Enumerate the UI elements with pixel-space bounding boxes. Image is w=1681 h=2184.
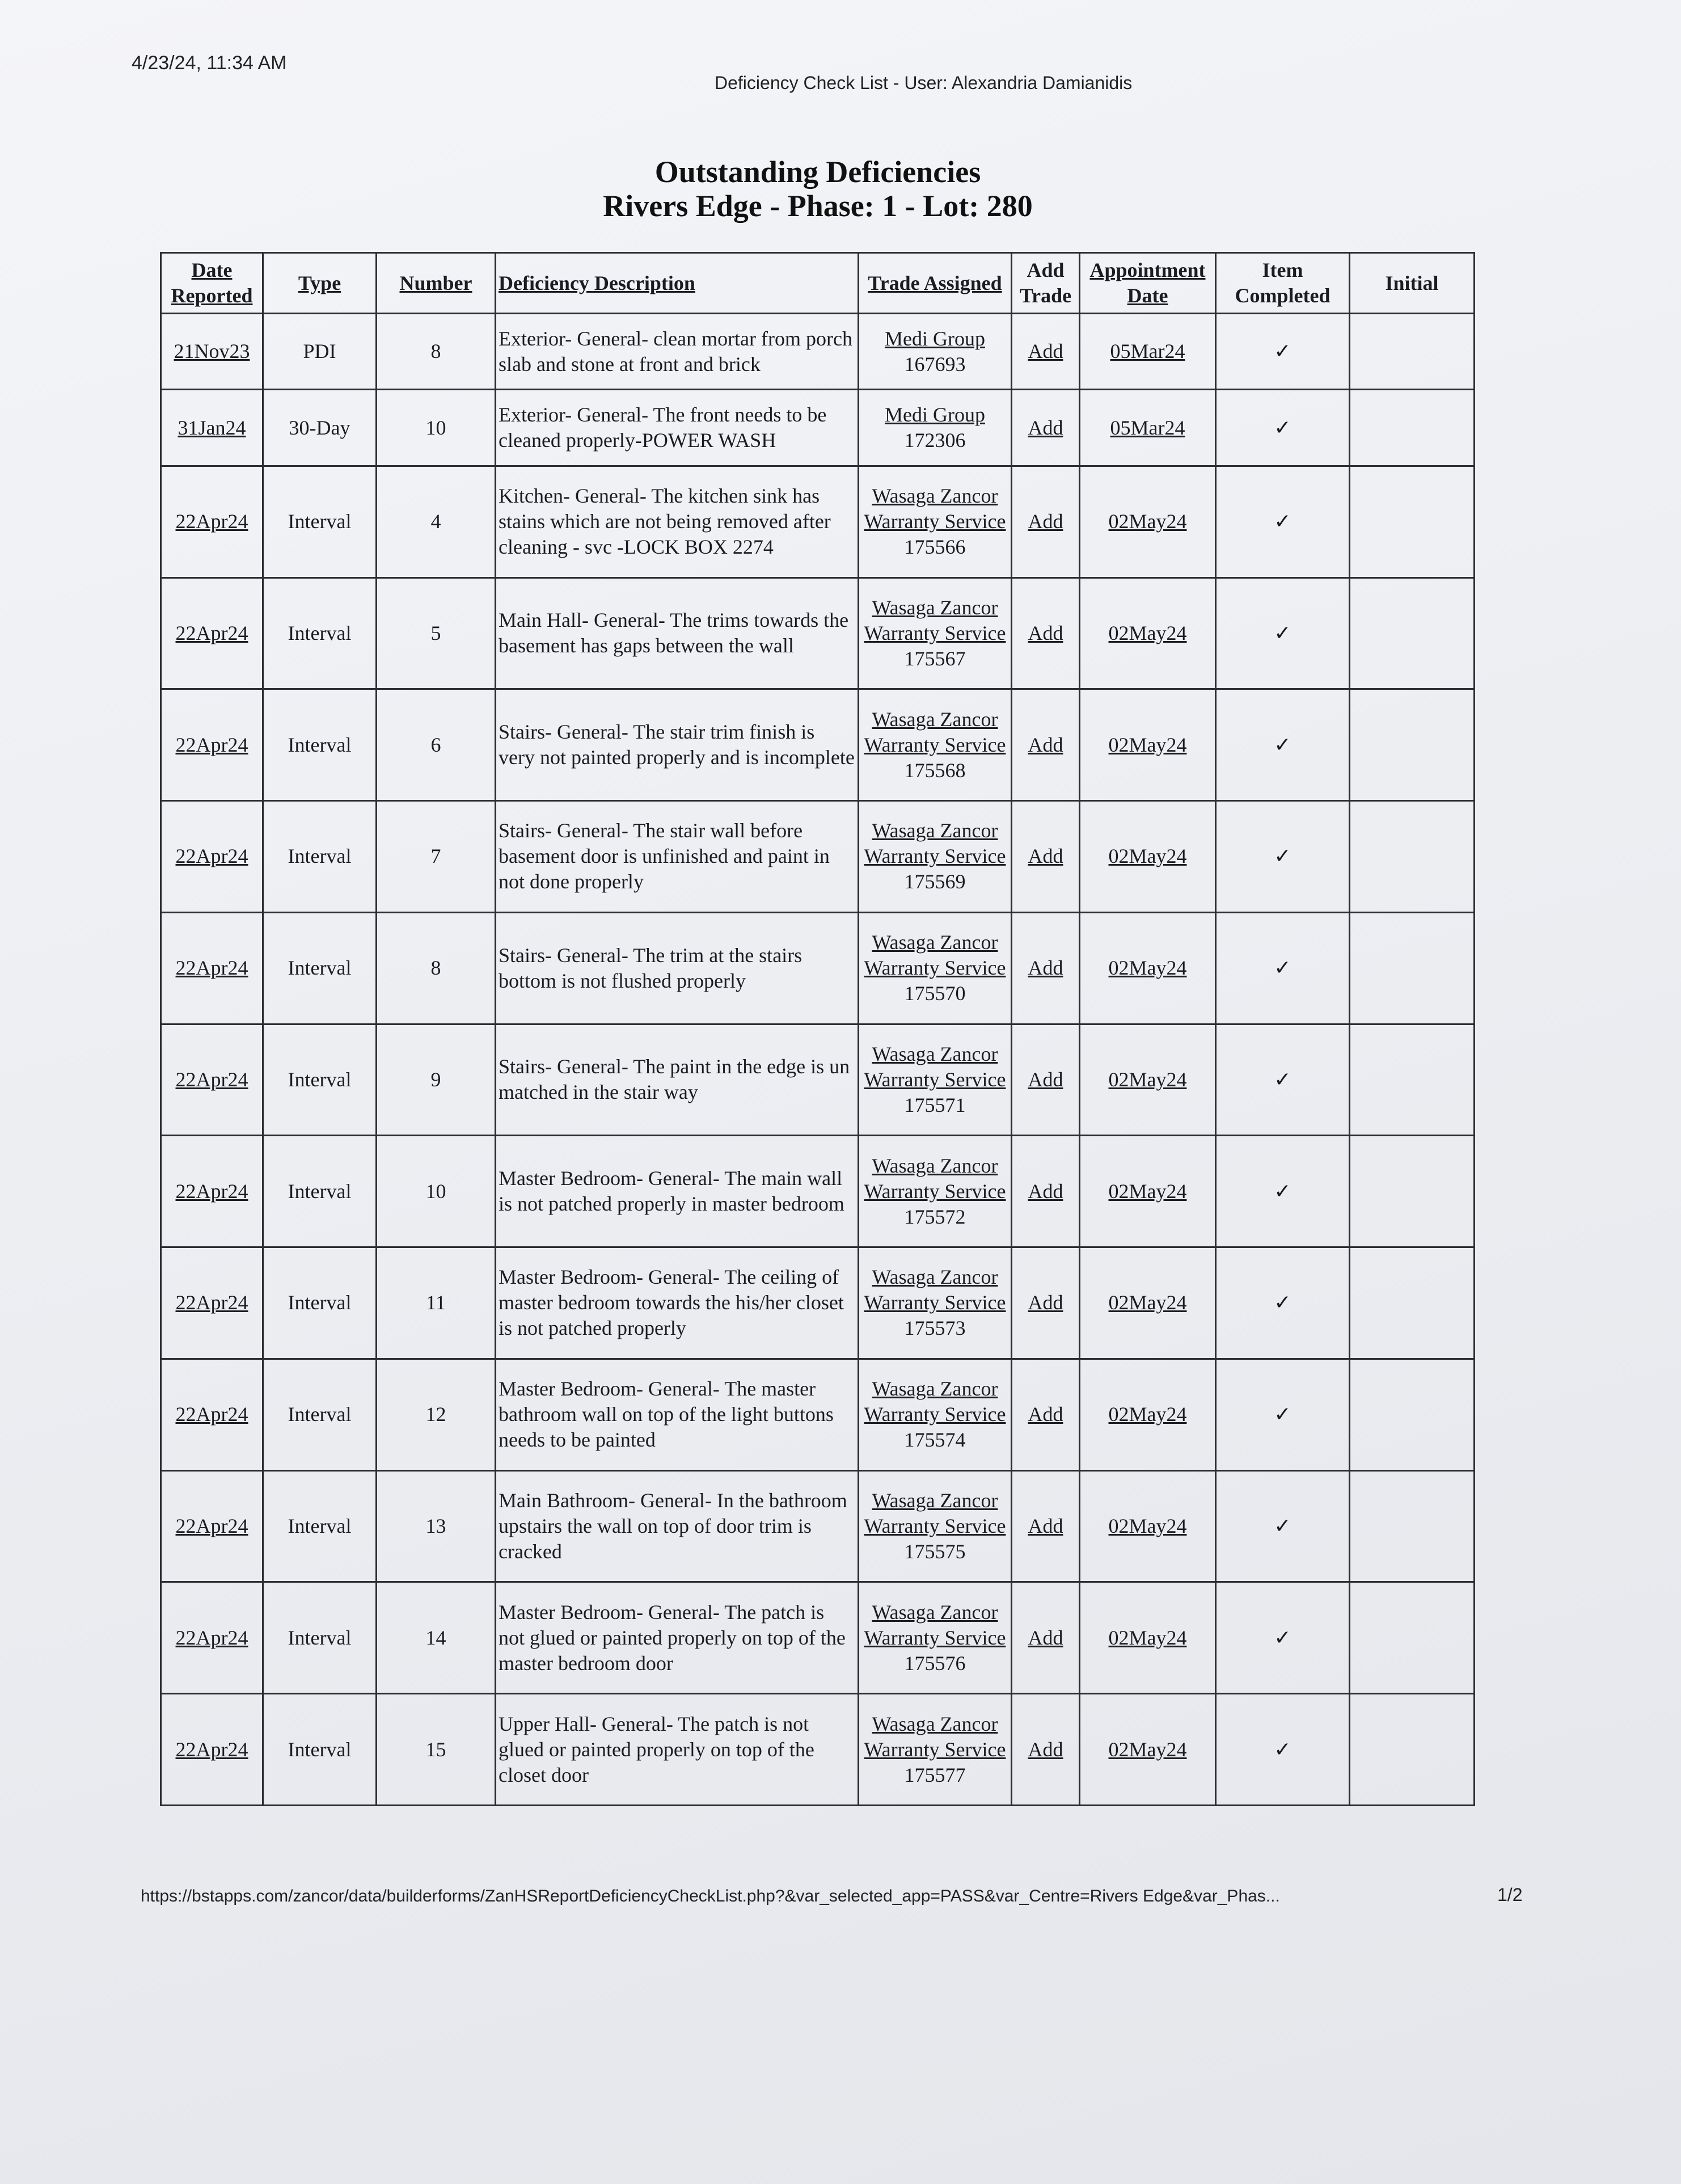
cell-trade-assigned <box>859 390 1012 466</box>
col-header-description: Deficiency Description <box>496 253 859 314</box>
col-header-initial: Initial <box>1350 253 1475 314</box>
cell-type: Interval <box>263 577 377 689</box>
add-trade-link[interactable]: Add <box>1012 912 1080 1024</box>
cell-type: Interval <box>263 1694 377 1806</box>
cell-trade-assigned <box>859 912 1012 1024</box>
trade-code: 172306 <box>904 429 966 452</box>
appointment-date-link[interactable]: 02May24 <box>1080 801 1216 913</box>
appointment-date-link[interactable]: 02May24 <box>1080 466 1216 577</box>
cell-number: 10 <box>377 390 496 466</box>
cell-type: Interval <box>263 1247 377 1359</box>
cell-trade-assigned <box>859 801 1012 913</box>
cell-number: 9 <box>377 1024 496 1136</box>
cell-description: Master Bedroom- General- The patch is not glued or painted properly on top of the master bedroom door <box>496 1582 859 1694</box>
print-timestamp: 4/23/24, 11:34 AM <box>132 52 287 74</box>
handwritten-checkmark: ✓ <box>1216 390 1350 466</box>
cell-type: Interval <box>263 801 377 913</box>
cell-number: 8 <box>377 314 496 390</box>
table-row <box>161 1582 1475 1694</box>
cell-description: Stairs- General- The trim at the stairs bottom is not flushed properly <box>496 912 859 1024</box>
cell-initial <box>1350 466 1475 577</box>
appointment-date-link[interactable]: 02May24 <box>1080 689 1216 801</box>
col-header-appointment: Appointment Date <box>1080 253 1216 314</box>
cell-description: Stairs- General- The stair trim finish is very not painted properly and is incomplete <box>496 689 859 801</box>
appointment-date-link[interactable]: 02May24 <box>1080 912 1216 1024</box>
handwritten-checkmark: ✓ <box>1216 1470 1350 1582</box>
cell-date-reported[interactable]: 22Apr24 <box>161 1024 263 1136</box>
trade-link[interactable]: Wasaga Zancor Warranty Service <box>864 1377 1006 1426</box>
cell-type: PDI <box>263 314 377 390</box>
trade-link[interactable]: Wasaga Zancor Warranty Service <box>864 1154 1006 1203</box>
trade-code: 175577 <box>904 1763 966 1786</box>
handwritten-checkmark: ✓ <box>1216 577 1350 689</box>
trade-link[interactable]: Wasaga Zancor Warranty Service <box>864 819 1006 868</box>
cell-number: 13 <box>377 1470 496 1582</box>
handwritten-checkmark: ✓ <box>1216 1136 1350 1247</box>
cell-type: 30-Day <box>263 390 377 466</box>
add-trade-link[interactable]: Add <box>1012 1470 1080 1582</box>
cell-date-reported[interactable]: 22Apr24 <box>161 466 263 577</box>
cell-trade-assigned <box>859 689 1012 801</box>
add-trade-link[interactable]: Add <box>1012 1024 1080 1136</box>
cell-number: 5 <box>377 577 496 689</box>
col-header-completed: Item Completed <box>1216 253 1350 314</box>
handwritten-checkmark: ✓ <box>1216 801 1350 913</box>
trade-link[interactable]: Wasaga Zancor Warranty Service <box>864 596 1006 644</box>
cell-description: Upper Hall- General- The patch is not glued or painted properly on top of the closet door <box>496 1694 859 1806</box>
cell-description: Exterior- General- The front needs to be cleaned properly-POWER WASH <box>496 390 859 466</box>
cell-type: Interval <box>263 466 377 577</box>
cell-description: Main Hall- General- The trims towards the basement has gaps between the wall <box>496 577 859 689</box>
appointment-date-link[interactable]: 02May24 <box>1080 1359 1216 1470</box>
add-trade-link[interactable]: Add <box>1012 1582 1080 1694</box>
col-header-trade: Trade Assigned <box>859 253 1012 314</box>
add-trade-link[interactable]: Add <box>1012 314 1080 390</box>
cell-initial <box>1350 689 1475 801</box>
handwritten-checkmark: ✓ <box>1216 1359 1350 1470</box>
cell-number: 4 <box>377 466 496 577</box>
cell-type: Interval <box>263 1136 377 1247</box>
trade-code: 175572 <box>904 1205 966 1228</box>
cell-initial <box>1350 577 1475 689</box>
trade-code: 175576 <box>904 1651 966 1675</box>
appointment-date-link[interactable]: 02May24 <box>1080 577 1216 689</box>
cell-trade-assigned <box>859 1247 1012 1359</box>
cell-initial <box>1350 1024 1475 1136</box>
table-row <box>161 1136 1475 1247</box>
cell-trade-assigned <box>859 1470 1012 1582</box>
trade-link[interactable]: Wasaga Zancor Warranty Service <box>864 707 1006 756</box>
appointment-date-link[interactable]: 02May24 <box>1080 1694 1216 1806</box>
cell-description: Stairs- General- The paint in the edge is un matched in the stair way <box>496 1024 859 1136</box>
trade-code: 175570 <box>904 982 966 1005</box>
cell-initial <box>1350 314 1475 390</box>
cell-number: 14 <box>377 1582 496 1694</box>
handwritten-checkmark: ✓ <box>1216 1582 1350 1694</box>
add-trade-link[interactable]: Add <box>1012 390 1080 466</box>
cell-description: Stairs- General- The stair wall before basement door is unfinished and paint in not done properly <box>496 801 859 913</box>
cell-initial <box>1350 1359 1475 1470</box>
table-row <box>161 466 1475 577</box>
cell-trade-assigned <box>859 466 1012 577</box>
cell-description: Kitchen- General- The kitchen sink has stains which are not being removed after cleaning - svc -LOCK BOX 2274 <box>496 466 859 577</box>
handwritten-checkmark: ✓ <box>1216 689 1350 801</box>
add-trade-link[interactable]: Add <box>1012 689 1080 801</box>
cell-trade-assigned <box>859 577 1012 689</box>
cell-date-reported[interactable]: 22Apr24 <box>161 1694 263 1806</box>
trade-code: 175573 <box>904 1317 966 1340</box>
table-row <box>161 801 1475 913</box>
table-row <box>161 1694 1475 1806</box>
appointment-date-link[interactable]: 02May24 <box>1080 1024 1216 1136</box>
col-header-number: Number <box>377 253 496 314</box>
add-trade-link[interactable]: Add <box>1012 1359 1080 1470</box>
cell-type: Interval <box>263 1470 377 1582</box>
cell-type: Interval <box>263 689 377 801</box>
cell-trade-assigned <box>859 1582 1012 1694</box>
cell-initial <box>1350 912 1475 1024</box>
add-trade-link[interactable]: Add <box>1012 801 1080 913</box>
cell-initial <box>1350 1136 1475 1247</box>
trade-link[interactable]: Wasaga Zancor Warranty Service <box>864 931 1006 980</box>
cell-date-reported[interactable]: 22Apr24 <box>161 689 263 801</box>
trade-link[interactable]: Wasaga Zancor Warranty Service <box>864 1600 1006 1649</box>
handwritten-checkmark: ✓ <box>1216 1694 1350 1806</box>
add-trade-link[interactable]: Add <box>1012 577 1080 689</box>
cell-date-reported[interactable]: 31Jan24 <box>161 390 263 466</box>
cell-number: 8 <box>377 912 496 1024</box>
appointment-date-link[interactable]: 02May24 <box>1080 1470 1216 1582</box>
page-number: 1/2 <box>1497 1884 1523 1905</box>
trade-code: 167693 <box>904 352 966 376</box>
cell-number: 10 <box>377 1136 496 1247</box>
trade-link[interactable]: Wasaga Zancor Warranty Service <box>864 1042 1006 1091</box>
add-trade-link[interactable]: Add <box>1012 466 1080 577</box>
deficiency-table <box>160 252 1475 1806</box>
handwritten-checkmark: ✓ <box>1216 466 1350 577</box>
table-row <box>161 689 1475 801</box>
cell-number: 12 <box>377 1359 496 1470</box>
appointment-date-link[interactable]: 05Mar24 <box>1080 390 1216 466</box>
trade-link[interactable]: Wasaga Zancor Warranty Service <box>864 484 1006 533</box>
cell-description: Master Bedroom- General- The main wall is not patched properly in master bedroom <box>496 1136 859 1247</box>
handwritten-checkmark: ✓ <box>1216 912 1350 1024</box>
trade-code: 175574 <box>904 1428 966 1452</box>
table-row <box>161 912 1475 1024</box>
table-row <box>161 314 1475 390</box>
cell-number: 11 <box>377 1247 496 1359</box>
cell-initial <box>1350 390 1475 466</box>
cell-description: Master Bedroom- General- The ceiling of master bedroom towards the his/her closet is not patched properly <box>496 1247 859 1359</box>
table-row <box>161 390 1475 466</box>
cell-date-reported[interactable]: 22Apr24 <box>161 1582 263 1694</box>
table-row <box>161 1359 1475 1470</box>
report-subtitle: Rivers Edge - Phase: 1 - Lot: 280 <box>603 189 1033 223</box>
handwritten-checkmark: ✓ <box>1216 1247 1350 1359</box>
cell-type: Interval <box>263 1582 377 1694</box>
trade-code: 175575 <box>904 1540 966 1563</box>
add-trade-link[interactable]: Add <box>1012 1694 1080 1806</box>
table-header-row <box>161 253 1475 314</box>
cell-number: 6 <box>377 689 496 801</box>
cell-date-reported[interactable]: 22Apr24 <box>161 801 263 913</box>
add-trade-link[interactable]: Add <box>1012 1136 1080 1247</box>
cell-description: Exterior- General- clean mortar from porch slab and stone at front and brick <box>496 314 859 390</box>
handwritten-checkmark: ✓ <box>1216 1024 1350 1136</box>
cell-trade-assigned <box>859 1694 1012 1806</box>
appointment-date-link[interactable]: 02May24 <box>1080 1136 1216 1247</box>
cell-type: Interval <box>263 1359 377 1470</box>
trade-link[interactable]: Wasaga Zancor Warranty Service <box>864 1489 1006 1537</box>
cell-trade-assigned <box>859 1359 1012 1470</box>
trade-link[interactable]: Medi Group <box>885 403 985 427</box>
table-row <box>161 577 1475 689</box>
cell-date-reported[interactable]: 22Apr24 <box>161 912 263 1024</box>
footer-url: https://bstapps.com/zancor/data/builderforms/ZanHSReportDeficiencyCheckList.php?&var_selected_app=PASS&var_Centre=Rivers Edge&var_Phas... <box>141 1887 1280 1905</box>
cell-date-reported[interactable]: 22Apr24 <box>161 1359 263 1470</box>
trade-code: 175571 <box>904 1093 966 1116</box>
cell-initial <box>1350 801 1475 913</box>
page-header-title: Deficiency Check List - User: Alexandria Damianidis <box>715 73 1133 93</box>
trade-code: 175569 <box>904 870 966 893</box>
cell-number: 15 <box>377 1694 496 1806</box>
trade-code: 175568 <box>904 758 966 782</box>
cell-date-reported[interactable]: 21Nov23 <box>161 314 263 390</box>
cell-initial <box>1350 1470 1475 1582</box>
cell-trade-assigned <box>859 314 1012 390</box>
table-row <box>161 1470 1475 1582</box>
appointment-date-link[interactable]: 02May24 <box>1080 1582 1216 1694</box>
add-trade-link[interactable]: Add <box>1012 1247 1080 1359</box>
table-row <box>161 1024 1475 1136</box>
cell-date-reported[interactable]: 22Apr24 <box>161 1247 263 1359</box>
trade-link[interactable]: Wasaga Zancor Warranty Service <box>864 1266 1006 1314</box>
col-header-type: Type <box>263 253 377 314</box>
trade-link[interactable]: Wasaga Zancor Warranty Service <box>864 1712 1006 1761</box>
cell-type: Interval <box>263 912 377 1024</box>
cell-initial <box>1350 1582 1475 1694</box>
col-header-date: Date Reported <box>161 253 263 314</box>
trade-link[interactable]: Medi Group <box>885 327 985 350</box>
cell-date-reported[interactable]: 22Apr24 <box>161 577 263 689</box>
cell-initial <box>1350 1694 1475 1806</box>
appointment-date-link[interactable]: 02May24 <box>1080 1247 1216 1359</box>
cell-trade-assigned <box>859 1136 1012 1247</box>
report-title: Outstanding Deficiencies <box>654 155 981 189</box>
appointment-date-link[interactable]: 05Mar24 <box>1080 314 1216 390</box>
cell-type: Interval <box>263 1024 377 1136</box>
handwritten-checkmark: ✓ <box>1216 314 1350 390</box>
cell-trade-assigned <box>859 1024 1012 1136</box>
cell-date-reported[interactable]: 22Apr24 <box>161 1470 263 1582</box>
cell-date-reported[interactable]: 22Apr24 <box>161 1136 263 1247</box>
col-header-add-trade: Add Trade <box>1012 253 1080 314</box>
cell-initial <box>1350 1247 1475 1359</box>
cell-description: Master Bedroom- General- The master bathroom wall on top of the light buttons needs to be painted <box>496 1359 859 1470</box>
cell-number: 7 <box>377 801 496 913</box>
trade-code: 175567 <box>904 647 966 670</box>
cell-description: Main Bathroom- General- In the bathroom upstairs the wall on top of door trim is cracked <box>496 1470 859 1582</box>
table-row <box>161 1247 1475 1359</box>
trade-code: 175566 <box>904 536 966 559</box>
